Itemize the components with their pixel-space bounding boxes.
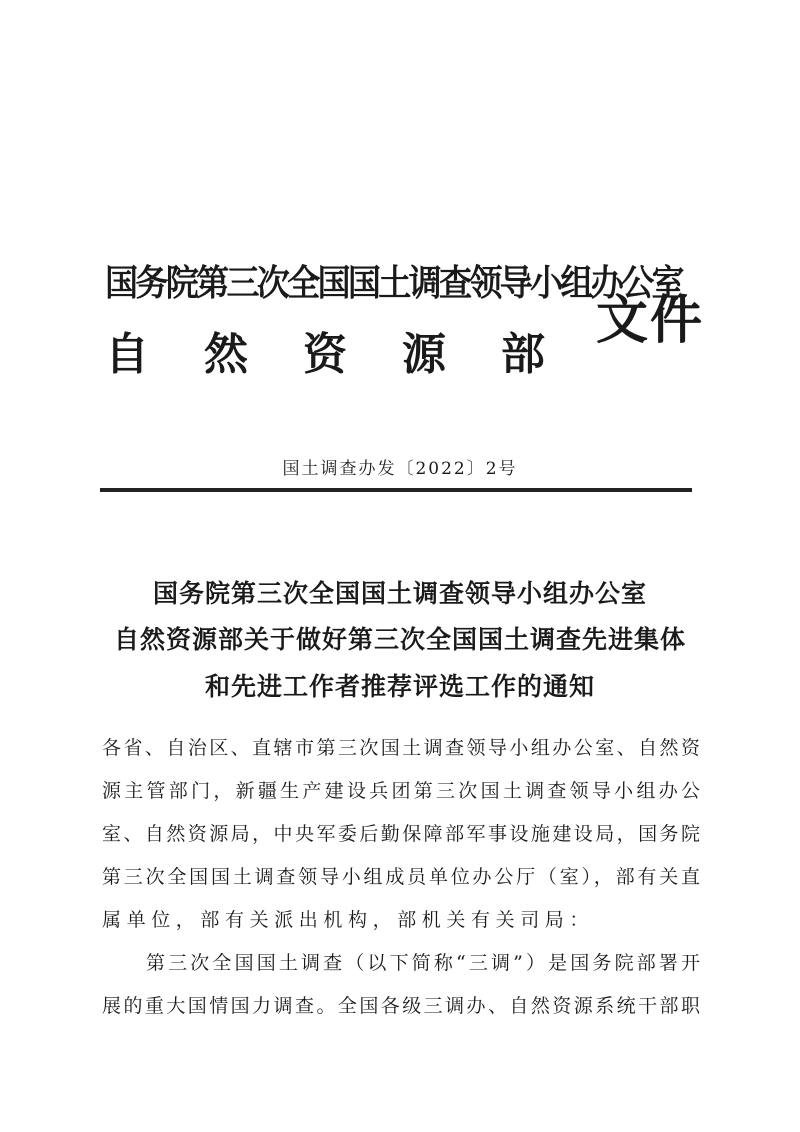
issuer-line-2 bbox=[105, 318, 595, 382]
body-line: 室、自然资源局，中央军委后勤保障部军事设施建设局，国务院 bbox=[102, 823, 700, 845]
body-line: 属单位，部有关派出机构，部机关有关司局： bbox=[102, 909, 595, 931]
issuer-line-2-text: 自然资源部 bbox=[105, 329, 595, 380]
title-line-1: 国务院第三次全国国土调查领导小组办公室 bbox=[152, 579, 647, 608]
issuer-line-1: 国务院第三次全国国土调查领导小组办公室 bbox=[105, 263, 682, 304]
document-number: 国土调查办发〔2022〕2号 bbox=[282, 459, 518, 479]
body-line: 展的重大国情国力调查。全国各级三调办、自然资源系统干部职 bbox=[102, 995, 700, 1017]
body-line: 第三次全国国土调查（以下简称“三调”）是国务院部署开 bbox=[146, 952, 700, 974]
body-line: 第三次全国国土调查领导小组成员单位办公厅（室），部有关直 bbox=[102, 866, 700, 888]
title-line-2: 自然资源部关于做好第三次全国国土调查先进集体 bbox=[113, 625, 686, 654]
body-line: 源主管部门，新疆生产建设兵团第三次国土调查领导小组办公 bbox=[102, 780, 700, 802]
title-line-3: 和先进工作者推荐评选工作的通知 bbox=[204, 672, 595, 701]
doc-type-label: 文件 bbox=[596, 290, 705, 351]
body-line: 各省、自治区、直辖市第三次国土调查领导小组办公室、自然资 bbox=[102, 737, 700, 759]
header-divider bbox=[100, 488, 692, 492]
